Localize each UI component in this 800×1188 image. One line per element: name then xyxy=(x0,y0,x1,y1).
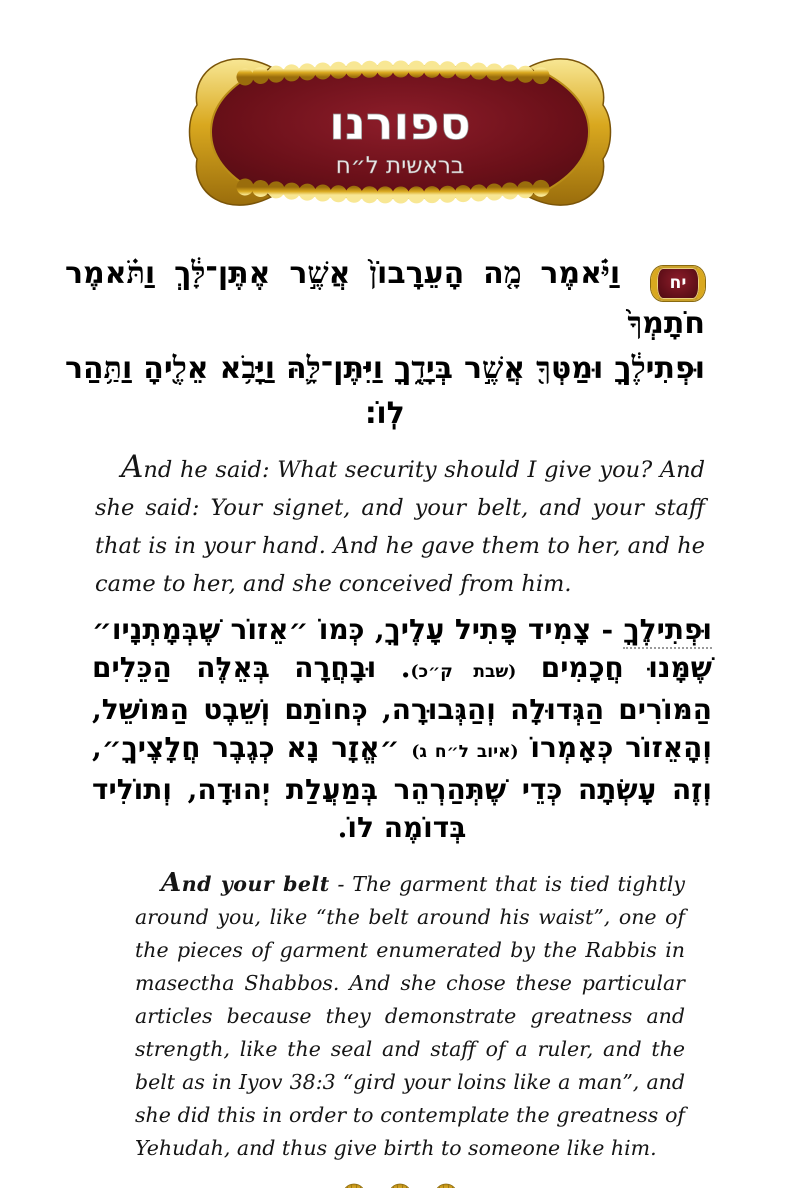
verse-line xyxy=(65,391,705,436)
text-segment-normal: . וּבָחֲרָה בְּאֵלֶּה הַכֵּלִים הַמּוֹרִים הַגְּדוּלָה וְהַגְּבוּרָה, כְּחוֹתַם וְשֵׁבֶט הַמּוֹשֵׁל, וְהָאֵזוֹר כְּאָמְרוֹ xyxy=(92,651,713,764)
title-banner xyxy=(185,57,615,211)
verse-line xyxy=(65,251,705,346)
english-commentary xyxy=(135,867,685,1165)
text-segment-normal: - The garment that is tied tightly around you, like “the belt around his waist”, one of the pieces of garment enumerated by the Rabbis in masectha Shabbos. And she chose these particular articles because they demonstrate greatness and strength, like the seal and staff of a ruler, and the belt as in Iyov 38:3 “gird your loins like a man”, and she did this in order to contemplate the greatness of Yehudah, and thus give birth to someone like him. xyxy=(135,872,686,1160)
verse-line xyxy=(65,346,705,391)
banner-subtitle: בראשית ל״ח xyxy=(335,153,465,179)
text-segment-ref: (שבת ק״כ) xyxy=(410,662,517,682)
hebrew-commentary xyxy=(92,611,712,847)
shell-icon xyxy=(387,1183,413,1188)
text-segment-lead: וּפְתִילֶךָ xyxy=(623,613,712,649)
banner-ornament xyxy=(185,57,615,207)
text-segment-ref: (איוב ל״ח ג) xyxy=(411,742,519,762)
banner-bottom-ruffle xyxy=(245,187,555,195)
banner-title: ספורנו xyxy=(329,96,471,150)
verse-translation: And he said: What security should I give you? And she said: Your signet, and your belt, and your staff that is in your hand. And he gave them to her, and he came to her, and she conceived from him. xyxy=(95,449,705,597)
hebrew-verse xyxy=(65,251,705,436)
verse-text: וַיֹּ֗אמֶר מָ֤ה הָעֵרָבוֹן֙ אֲשֶׁ֣ר אֶתֶּן־לָּ֔ךְ וַתֹּ֗אמֶר חֹתָמְךָ֙ xyxy=(65,256,705,341)
verse-number-badge xyxy=(651,266,705,301)
verse-number: יח xyxy=(669,273,687,293)
verse-text: וּפְתִילֶ֔ךָ וּמַטְּךָ֖ אֲשֶׁ֣ר בְּיָדֶ֑ךָ וַיִּתֶּן־לָּ֛הּ וַיָּבֹ֥א אֵלֶ֖יהָ וַתַּ֥הַר xyxy=(65,351,705,386)
shell-icon xyxy=(433,1183,459,1188)
text-segment-normal: ״אֱזָר נָא כְגֶבֶר חֲלָצֶיךָ״, וְזֶה עָשְׂתָה כְּדֵי שֶׁתְּהַרְהֵר בְּמַעֲלַת יְהוּדָה, וְתוֹלִיד בְּדוֹמֶה לוֹ. xyxy=(92,731,712,844)
text-segment-normal: - צָמִיד פָּתִיל עָלֶיךָ, כְּמוֹ ״אֵזוֹר שֶׁבְּמָתְנָיו״ שֶׁמָּנוּ חֲכָמִים xyxy=(92,613,713,684)
banner-top-ruffle xyxy=(245,69,555,77)
footer-ornaments xyxy=(0,1183,800,1188)
verse-text: לֽוֹ׃ xyxy=(365,396,405,431)
text-segment-lead: And your belt xyxy=(161,868,330,898)
shell-icon xyxy=(341,1183,367,1188)
